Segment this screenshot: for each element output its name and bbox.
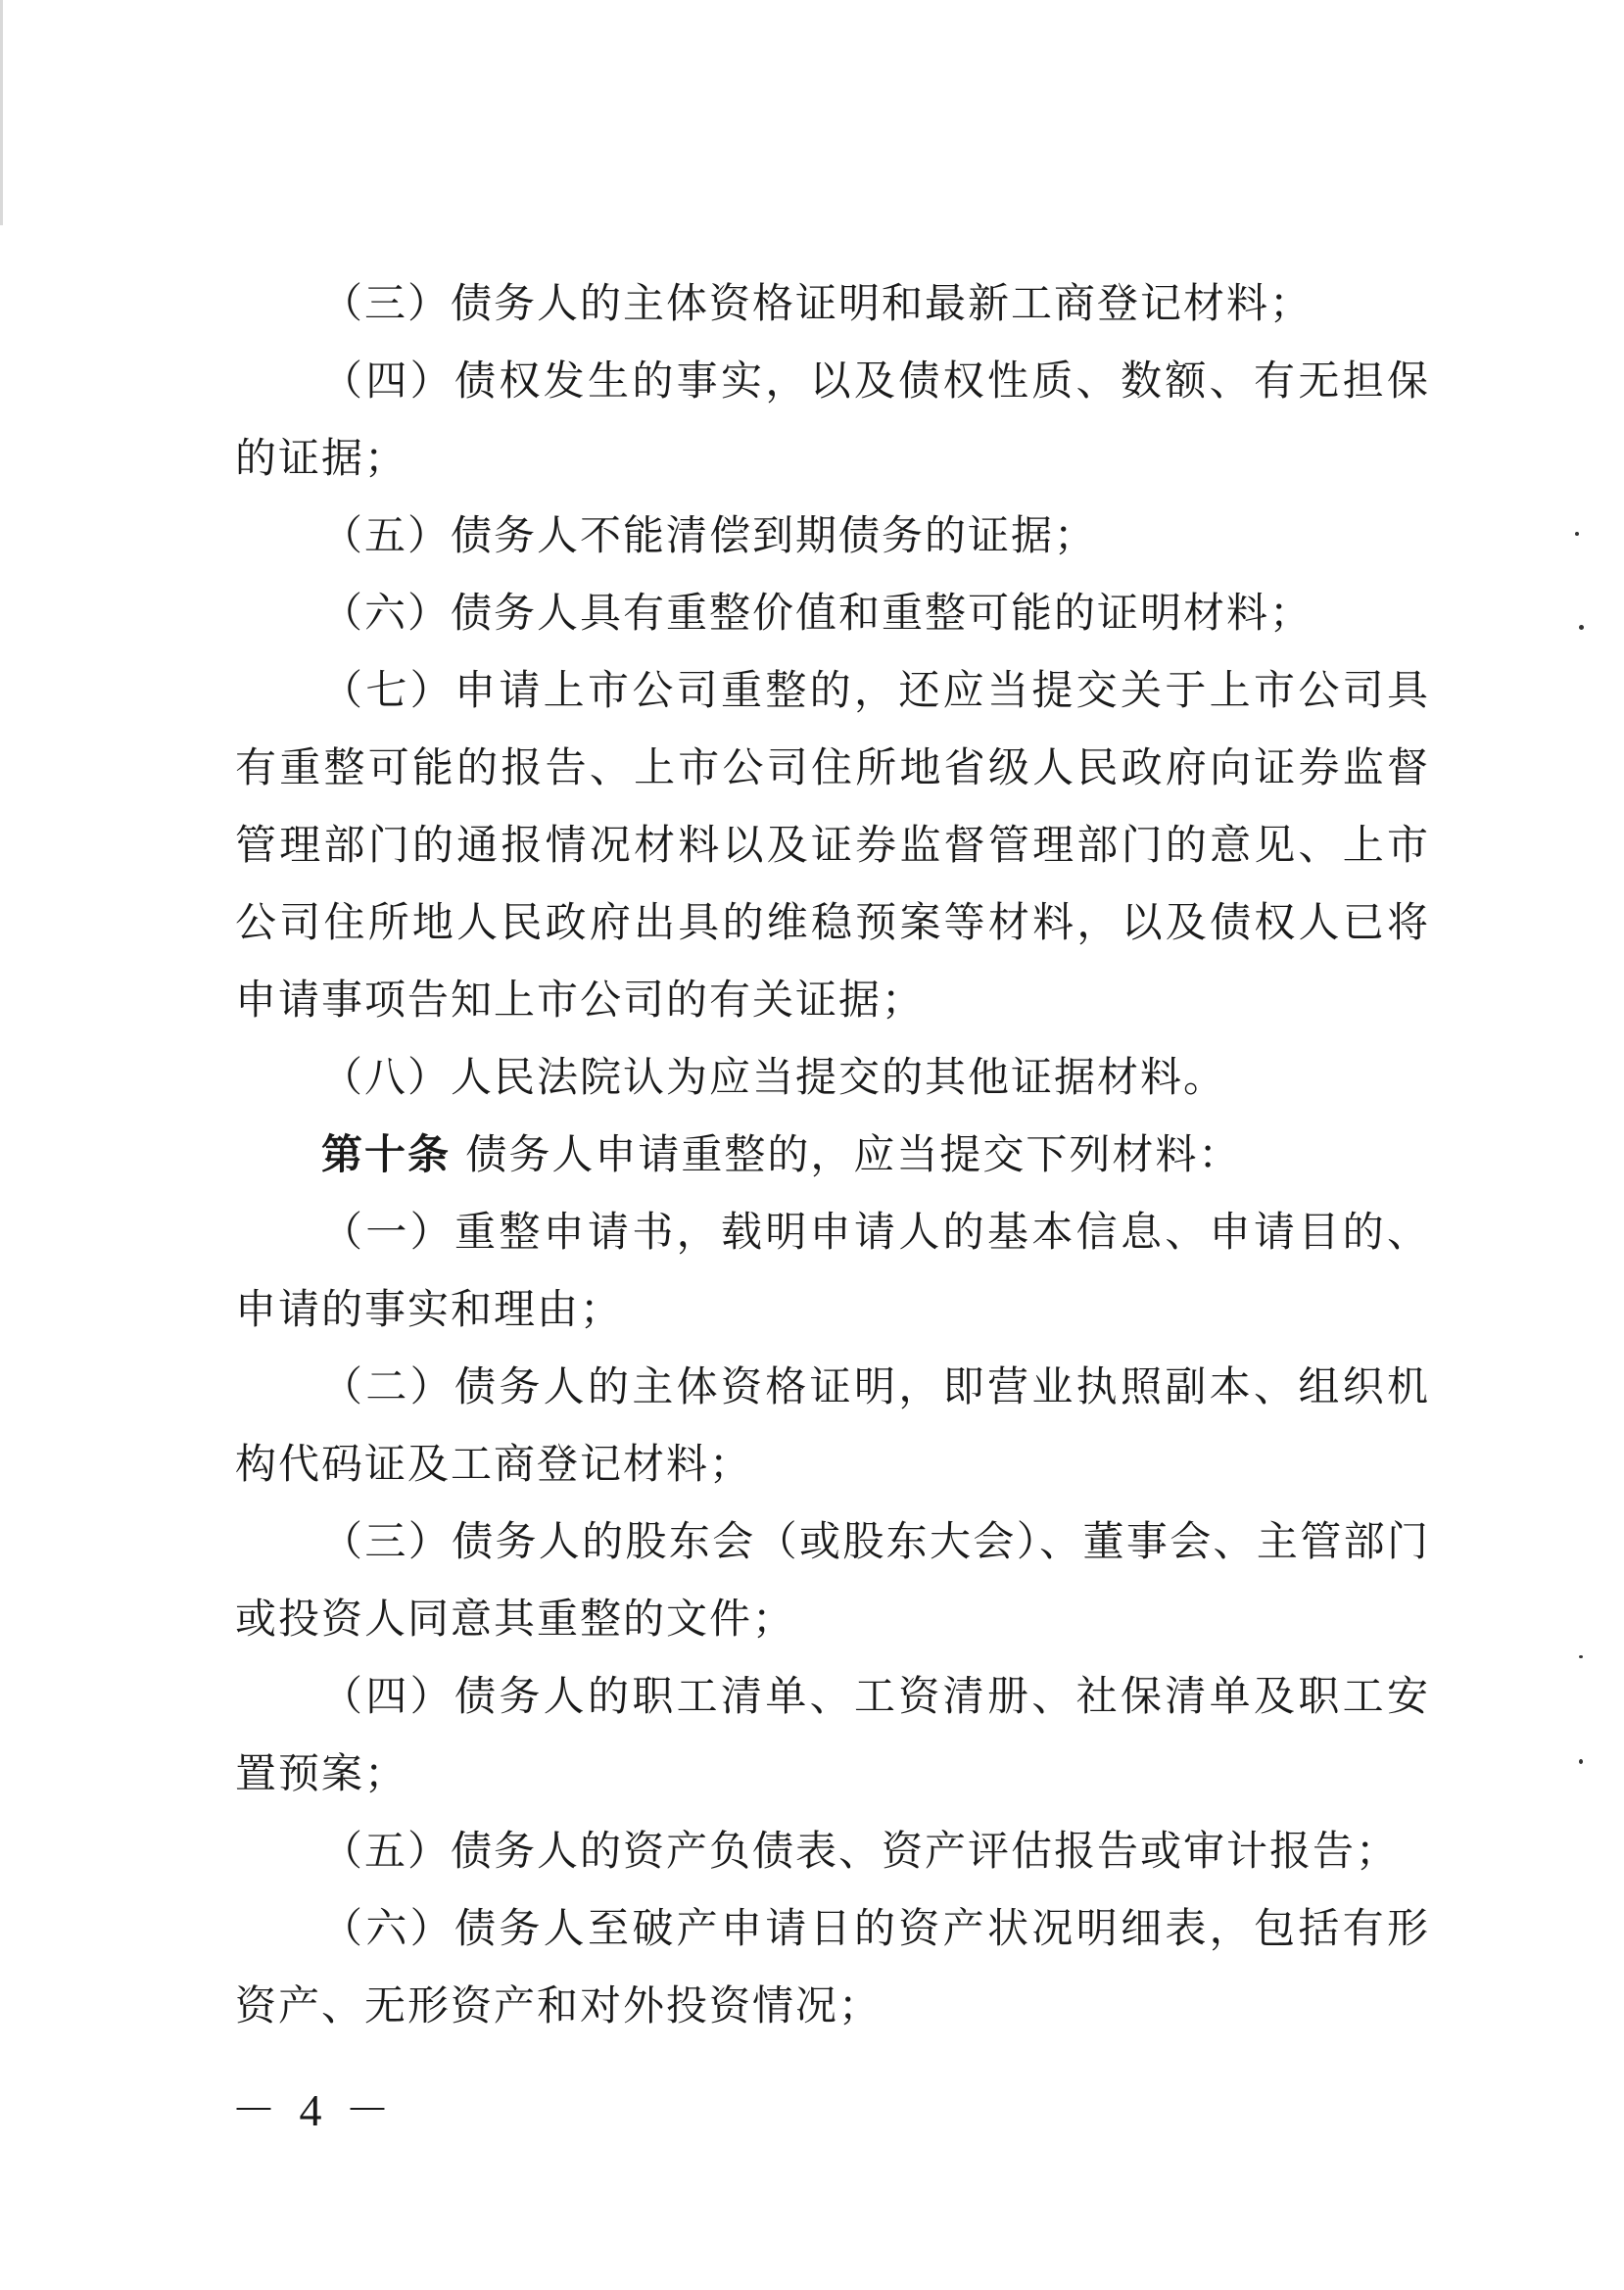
scan-speck: [1579, 1759, 1583, 1764]
paragraph-item-5: （五）债务人不能清偿到期债务的证据；: [321, 511, 1098, 559]
paragraph-item-2: （二）债务人的主体资格证明，即营业执照副本、组织机构代码证及工商登记材料；: [235, 1362, 1430, 1488]
scan-edge: [0, 0, 3, 225]
page-number: － 4 －: [231, 2085, 396, 2135]
paragraph-item-3: （三）债务人的主体资格证明和最新工商登记材料；: [321, 279, 1314, 327]
scan-speck: [1579, 1655, 1583, 1658]
article-label: 第十条: [321, 1130, 452, 1178]
paragraph-item-4b: （四）债务人的职工清单、工资清册、社保清单及职工安置预案；: [235, 1672, 1430, 1797]
paragraph-item-6b: （六）债务人至破产申请日的资产状况明细表，包括有形资产、无形资产和对外投资情况；: [235, 1904, 1430, 2029]
paragraph-item-3b: （三）债务人的股东会（或股东大会）、董事会、主管部门或投资人同意其重整的文件；: [235, 1517, 1430, 1643]
paragraph-item-7: （七）申请上市公司重整的，还应当提交关于上市公司具有重整可能的报告、上市公司住所地省级人民政府向证券监督管理部门的通报情况材料以及证券监督管理部门的意见、上市公司住所地人民政府出具的维稳预案等材料，以及债权人已将申请事项告知上市公司的有关证据；: [235, 666, 1430, 1024]
paragraph-item-8: （八）人民法院认为应当提交的其他证据材料。: [321, 1053, 1227, 1101]
paragraph-item-5b: （五）债务人的资产负债表、资产评估报告或审计报告；: [321, 1827, 1400, 1875]
document-body: [235, 264, 1430, 2044]
scan-speck: [1579, 625, 1584, 630]
paragraph-item-4: （四）债权发生的事实，以及债权性质、数额、有无担保的证据；: [235, 357, 1430, 482]
article-text: 债务人申请重整的，应当提交下列材料：: [465, 1130, 1242, 1178]
article-ten: [235, 1116, 1430, 1193]
scan-speck: [1575, 532, 1579, 536]
paragraph-item-1: （一）重整申请书，载明申请人的基本信息、申请目的、申请的事实和理由；: [235, 1208, 1430, 1333]
paragraph-item-6: （六）债务人具有重整价值和重整可能的证明材料；: [321, 589, 1314, 637]
